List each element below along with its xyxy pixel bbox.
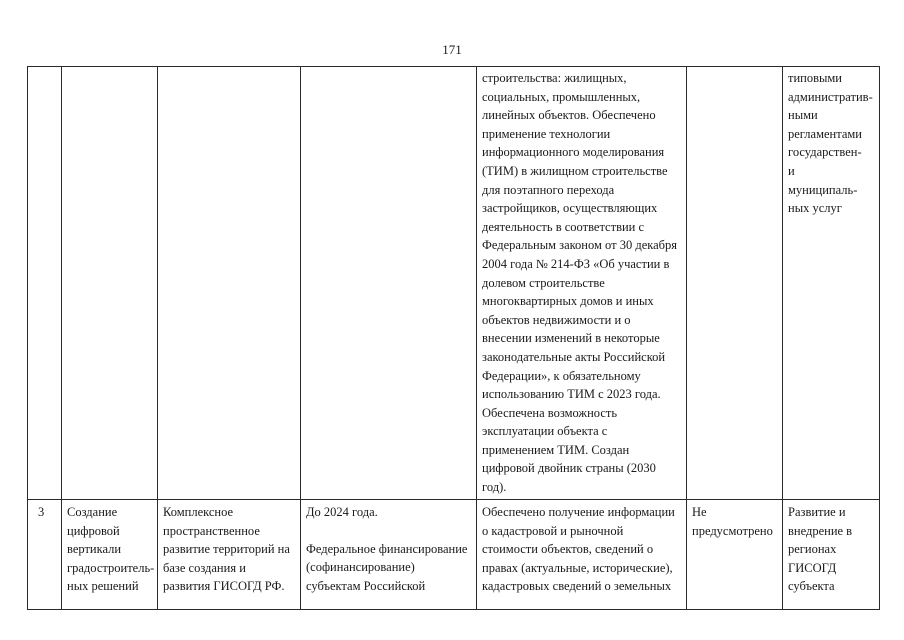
table-cell-effect: типовыми административ- ными регламентами государствен- и муниципаль- ных услуг (783, 67, 880, 500)
table-cell-name (62, 67, 158, 500)
program-table (27, 66, 880, 610)
table-cell-description (158, 67, 301, 500)
table-cell-result: строительства: жилищных, социальных, промышленных, линейных объектов. Обеспечено применение технологии информационного моделирования (ТИМ) в жилищном строительстве для поэтапного перехода застройщиков, осуществляющих деятельность в соответствии с Федеральным законом от 30 декабря 2004 года № 214-ФЗ «Об участии в долевом строительстве многоквартирных домов и иных объектов недвижимости и о внесении изменений в некоторые законодательные акты Российской Федерации», к обязательному использованию ТИМ с 2023 года. Обеспечена возможность эксплуатации объекта с применением ТИМ. Создан цифровой двойник страны (2030 год). (477, 67, 687, 500)
table-cell-status: Не предусмотрено (687, 500, 783, 610)
timeline-second: Федеральное финансирование (софинансирование) субъектам Российской (306, 541, 468, 593)
table-row (28, 500, 880, 610)
table-row (28, 67, 880, 500)
table-cell-result: Обеспечено получение информации о кадастровой и рыночной стоимости объектов, сведений о правах (актуальные, исторические), кадастровых сведений о земельных (477, 500, 687, 610)
table-cell-timeline (301, 67, 477, 500)
table-cell-number (28, 67, 62, 500)
table-cell-description: Комплексное пространственное развитие территорий на базе создания и развития ГИСОГД РФ. (158, 500, 301, 610)
page-number: 171 (442, 42, 462, 57)
table-cell-timeline (301, 500, 477, 610)
table-cell-name: Создание цифровой вертикали градостроитель- ных решений (62, 500, 158, 610)
table-cell-status (687, 67, 783, 500)
timeline-first: До 2024 года. (306, 505, 378, 519)
table-cell-effect: Развитие и внедрение в регионах ГИСОГД субъекта (783, 500, 880, 610)
table-cell-number: 3 (28, 500, 62, 610)
